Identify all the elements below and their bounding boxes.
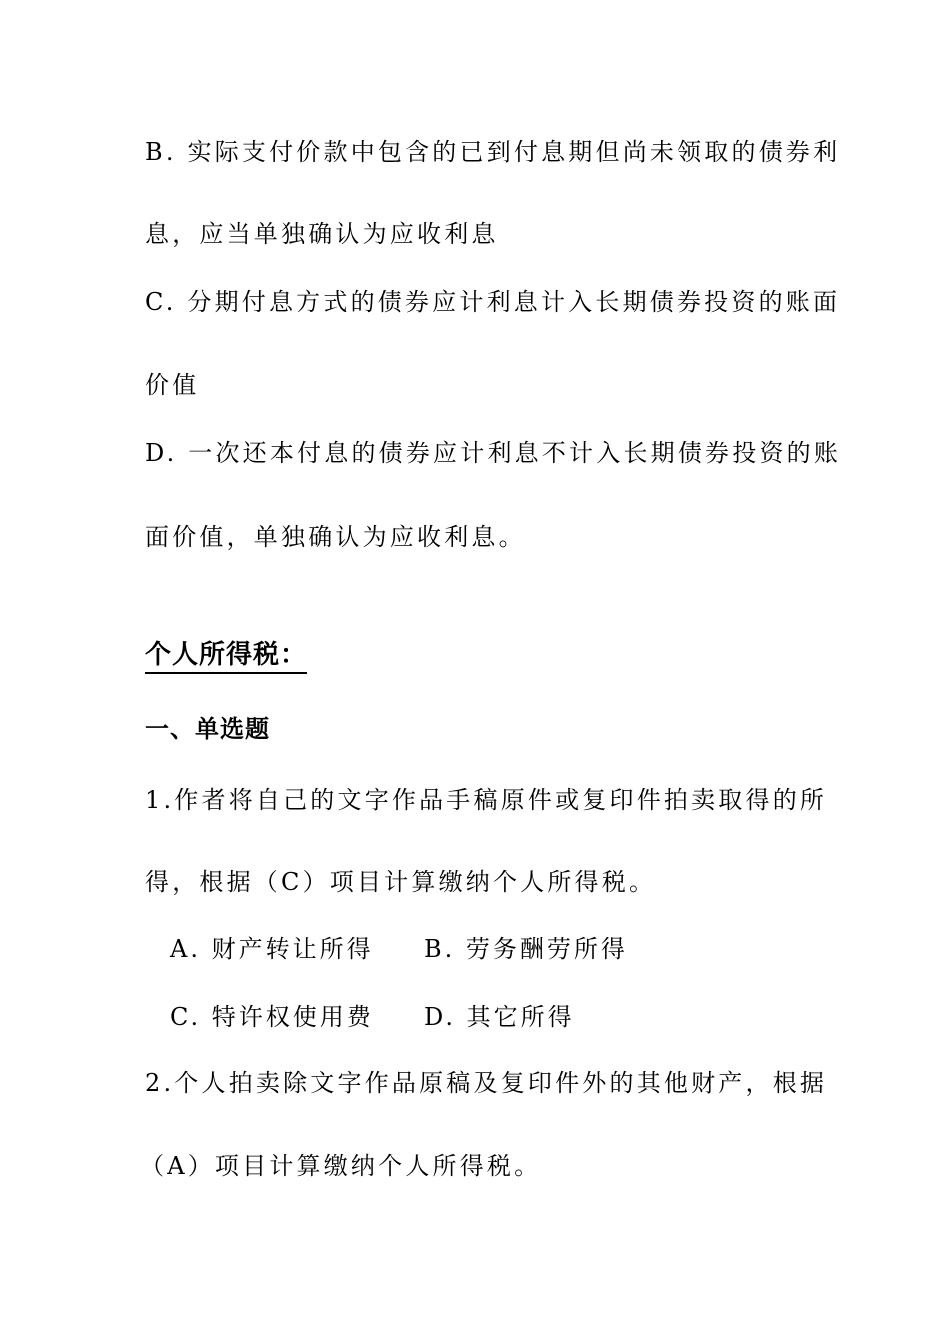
- question-1-line-1: 1.作者将自己的文字作品手稿原件或复印件拍卖取得的所: [145, 786, 828, 814]
- option-d-line-1: D. 一次还本付息的债券应计利息不计入长期债券投资的账: [145, 439, 842, 467]
- question-2-line-2: （A）项目计算缴纳个人所得税。: [140, 1152, 542, 1180]
- question-1-option-c: C. 特许权使用费: [170, 1003, 374, 1031]
- option-b-line-2: 息，应当单独确认为应收利息: [145, 220, 499, 248]
- question-2-line-1: 2.个人拍卖除文字作品原稿及复印件外的其他财产，根据: [145, 1069, 828, 1097]
- section-subtitle: 一、单选题: [145, 714, 270, 743]
- question-1-option-a: A. 财产转让所得: [170, 935, 374, 963]
- section-title-text: 个人所得税：: [145, 640, 307, 674]
- option-b-line-1: B. 实际支付价款中包含的已到付息期但尚未领取的债券利: [145, 138, 841, 166]
- question-1-line-2: 得，根据（C）项目计算缴纳个人所得税。: [145, 868, 657, 896]
- option-c-line-1: C. 分期付息方式的债券应计利息计入长期债券投资的账面: [145, 288, 841, 316]
- section-title: [145, 640, 307, 670]
- option-c-line-2: 价值: [145, 371, 200, 399]
- question-1-option-d: D. 其它所得: [424, 1003, 575, 1031]
- question-1-option-b: B. 劳务酬劳所得: [424, 935, 628, 963]
- option-d-line-2: 面价值，单独确认为应收利息。: [145, 523, 526, 551]
